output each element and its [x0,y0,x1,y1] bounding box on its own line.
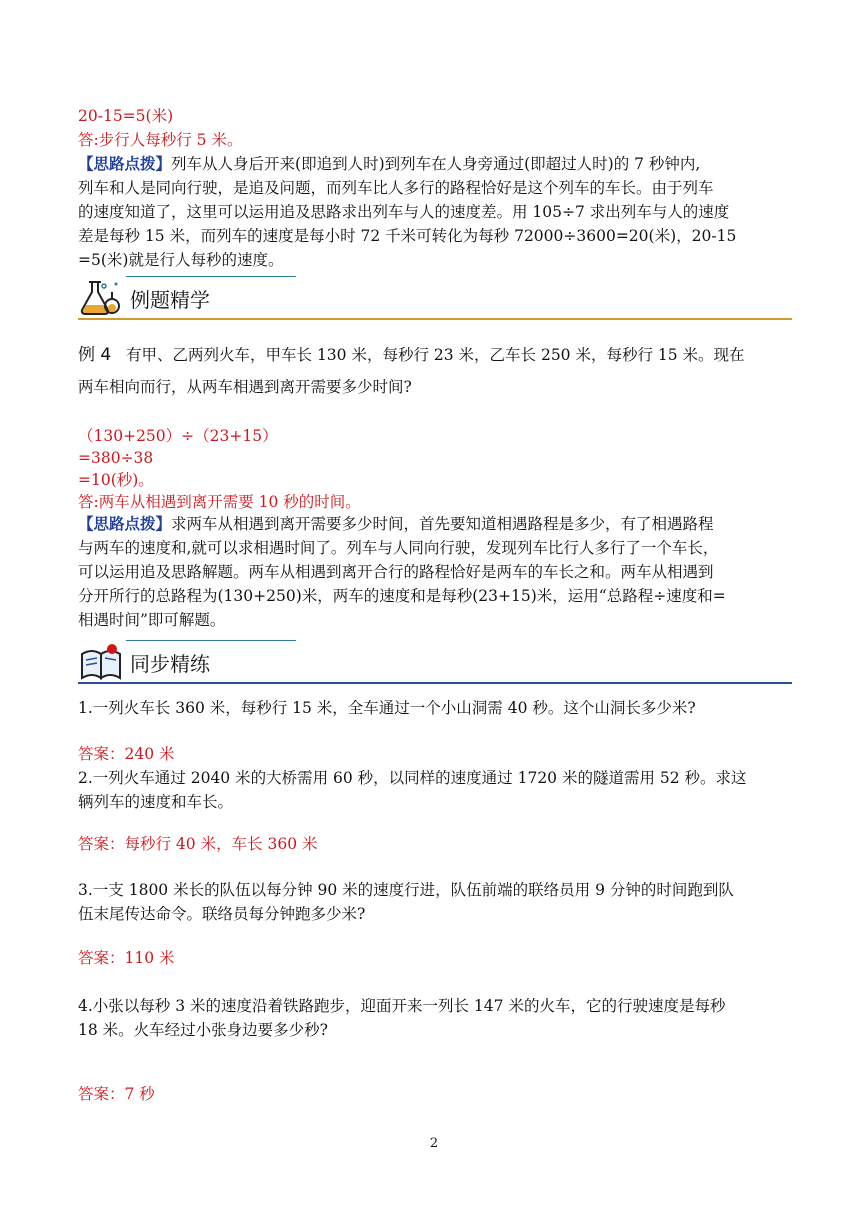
exercise-question: 2.一列火车通过 2040 米的大桥需用 60 秒，以同样的速度通过 1720 米的隧道需用 52 秒。求这 [78,769,747,787]
exercise-question: 1.一列火车长 360 米，每秒行 15 米，全车通过一个小山洞需 40 秒。这个山洞长多少米? [78,699,696,717]
section-header-examples [78,276,792,320]
hint-line: 与两车的速度和,就可以求相遇时间了。列车与人同向行驶，发现列车比行人多行了一个车长， [78,539,719,557]
example-question-line: 两车相向而行，从两车相遇到离开需要多少时间? [78,378,412,396]
hint-line: 列车从人身后开来(即追到人时)到列车在人身旁通过(即超过人时)的 7 秒钟内, [171,155,701,173]
hint-line: 求两车从相遇到离开需要多少时间，首先要知道相遇路程是多少，有了相遇路程 [171,515,714,533]
hint-line: =5(米)就是行人每秒的速度。 [78,251,284,269]
example-calc: =380÷38 [78,449,154,467]
flask-icon [78,278,124,318]
hint-line: 的速度知道了，这里可以运用追及思路求出列车与人的速度差。用 105÷7 求出列车与人的速度 [78,203,730,221]
exercise-answer: 答案：每秒行 40 米，车长 360 米 [78,835,318,853]
example-question-line: 有甲、乙两列火车，甲车长 130 米，每秒行 23 米，乙车长 250 米，每秒行 15 米。现在 [126,346,745,364]
exercise-answer: 答案：7 秒 [78,1085,155,1103]
exercise-question: 18 米。火车经过小张身边要多少秒? [78,1021,328,1039]
book-icon [78,642,124,682]
exercise-question: 4.小张以每秒 3 米的速度沿着铁路跑步，迎面开来一列长 147 米的火车，它的行驶速度是每秒 [78,997,726,1015]
answer-line: 答:步行人每秒行 5 米。 [78,131,243,149]
hint-label: 【思路点拨】 [78,154,172,173]
example-calc: （130+250）÷（23+15） [78,427,278,445]
exercise-question: 3.一支 1800 米长的队伍以每分钟 90 米的速度行进，队伍前端的联络员用 9 分钟的时间跑到队 [78,881,734,899]
hint-line: 相遇时间”即可解题。 [78,611,226,629]
section-title: 同步精练 [130,652,210,676]
page-number: 2 [429,1136,439,1151]
hint-line: 可以运用追及思路解题。两车从相遇到离开合行的路程恰好是两车的车长之和。两车从相遇到 [78,563,714,581]
hint-line: 列车和人是同向行驶，是追及问题，而列车比人多行的路程恰好是这个列车的车长。由于列车 [78,179,714,197]
example-4 [78,339,794,403]
example-calc: =10(秒)。 [78,471,154,489]
hint-line: 分开所行的总路程为(130+250)米，两车的速度和是每秒(23+15)米，运用“总路程÷速度和= [78,587,726,605]
calc-line: 20-15=5(米) [78,107,174,125]
example-answer: 答:两车从相遇到离开需要 10 秒的时间。 [78,493,361,511]
exercise-answer: 答案：110 米 [78,949,175,967]
section-title: 例题精学 [130,288,210,312]
example-hint-paragraph [78,512,794,632]
section-header-practice [78,640,792,684]
exercise-answer: 答案：240 米 [78,745,175,763]
exercise-question: 辆列车的速度和车长。 [78,793,234,811]
example-label: 例 4 [78,345,112,365]
hint-paragraph [78,152,794,272]
exercise-question: 伍末尾传达命令。联络员每分钟跑多少米? [78,905,366,923]
hint-line: 差是每秒 15 米，而列车的速度是每小时 72 千米可转化为每秒 72000÷3600=20(米)，20-15 [78,227,737,245]
hint-label: 【思路点拨】 [78,514,172,533]
